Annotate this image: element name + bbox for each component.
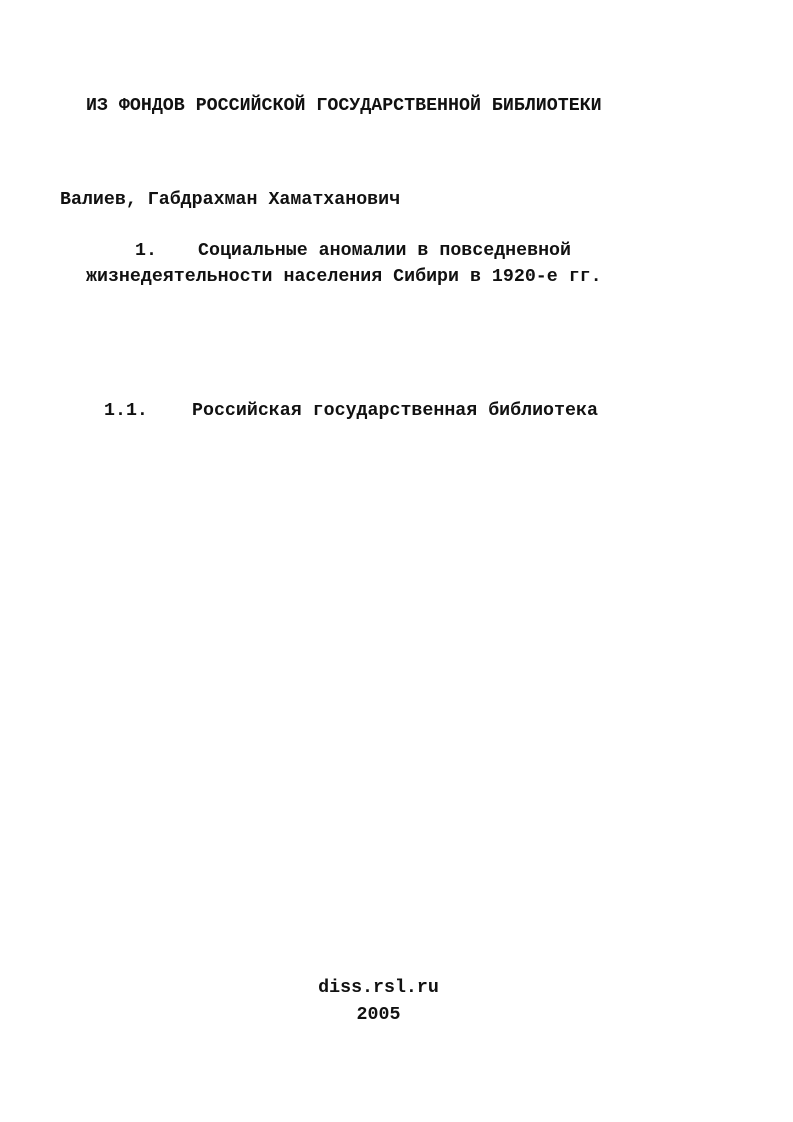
title-number: 1. xyxy=(135,241,157,261)
subtitle-number: 1.1. xyxy=(104,401,148,421)
title-text-part-2: жизнедеятельности населения Сибири в 1920-е гг. xyxy=(86,267,602,287)
author-name: Валиев, Габдрахман Хаматханович xyxy=(60,190,401,210)
footer-year: 2005 xyxy=(356,1005,401,1025)
subtitle-text: Российская государственная библиотека xyxy=(192,401,598,421)
footer-site: diss.rsl.ru xyxy=(318,978,439,998)
title-text-part-1: Социальные аномалии в повседневной xyxy=(198,241,571,261)
library-header: ИЗ ФОНДОВ РОССИЙСКОЙ ГОСУДАРСТВЕННОЙ БИБЛИОТЕКИ xyxy=(86,96,602,116)
subtitle-line xyxy=(104,400,598,422)
title-first-line xyxy=(135,240,571,262)
